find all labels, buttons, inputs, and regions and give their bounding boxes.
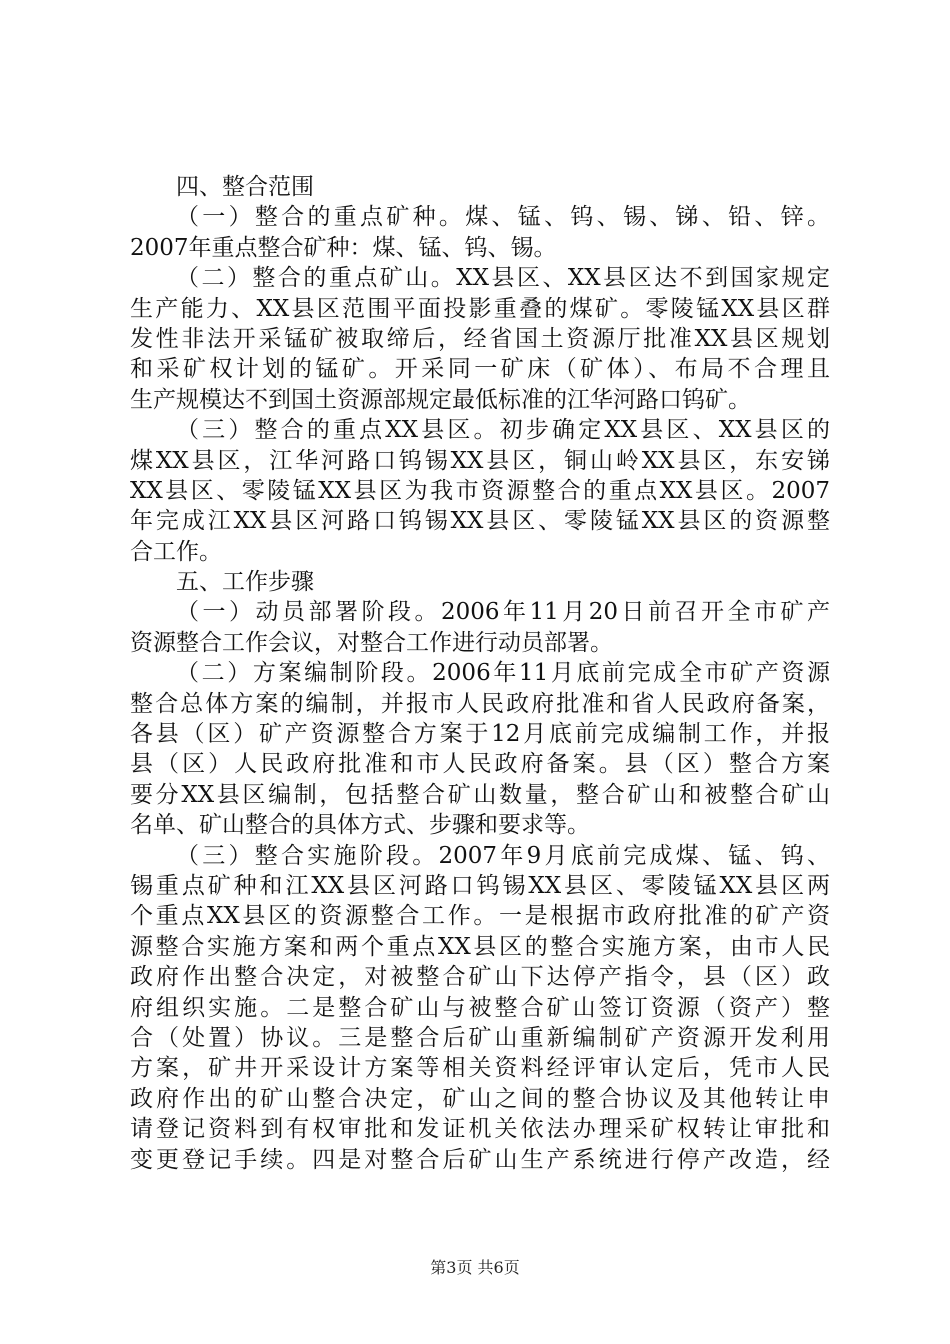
paragraph-line: 各县（区）矿产资源整合方案于12月底前完成编制工作，并报 [130,721,830,748]
section-heading: 五、工作步骤 [176,569,314,596]
paragraph-line: 生产规模达不到国土资源部规定最低标准的江华河路口钨矿。 [130,386,751,413]
paragraph-line: 政府作出整合决定，对被整合矿山下达停产指令，县（区）政 [130,964,830,991]
paragraph-line: 县（区）人民政府批准和市人民政府备案。县（区）整合方案 [130,751,830,778]
paragraph-line: 源整合实施方案和两个重点XX县区的整合实施方案，由市人民 [130,933,830,960]
paragraph-line: 2007年重点整合矿种：煤、锰、钨、锡。 [130,234,557,261]
paragraph-line: （二）方案编制阶段。2006年11月底前完成全市矿产资源 [176,660,830,687]
document-body [130,172,830,1175]
paragraph-line: 和采矿权计划的锰矿。开采同一矿床（矿体）、布局不合理且 [130,356,830,383]
paragraph-line: 方案，矿井开采设计方案等相关资料经评审认定后，凭市人民 [130,1055,830,1082]
paragraph-line: 府组织实施。二是整合矿山与被整合矿山签订资源（资产）整 [130,994,830,1021]
paragraph-line: 整合总体方案的编制，并报市人民政府批准和省人民政府备案， [130,690,830,717]
paragraph-line: 个重点XX县区的资源整合工作。一是根据市政府批准的矿产资 [130,903,830,930]
paragraph-line: （一）动员部署阶段。2006年11月20日前召开全市矿产 [176,599,830,626]
paragraph-line: 合工作。 [130,538,222,565]
paragraph-line: 资源整合工作会议，对整合工作进行动员部署。 [130,629,613,656]
paragraph-line: 年完成江XX县区河路口钨锡XX县区、零陵锰XX县区的资源整 [130,508,830,535]
paragraph-line: （一）整合的重点矿种。煤、锰、钨、锡、锑、铅、锌。 [176,204,830,231]
page-footer: 第3页 共6页 [430,1258,520,1277]
paragraph-line: 锡重点矿种和江XX县区河路口钨锡XX县区、零陵锰XX县区两 [130,872,830,899]
paragraph-line: 煤XX县区，江华河路口钨锡XX县区，铜山岭XX县区，东安锑 [130,447,830,474]
paragraph-line: （二）整合的重点矿山。XX县区、XX县区达不到国家规定 [176,265,830,292]
paragraph-line: 发性非法开采锰矿被取缔后，经省国土资源厅批准XX县区规划 [130,325,830,352]
paragraph-line: 请登记资料到有权审批和发证机关依法办理采矿权转让审批和 [130,1116,830,1143]
section-heading: 四、整合范围 [176,174,314,200]
paragraph-line: 名单、矿山整合的具体方式、步骤和要求等。 [130,812,590,839]
paragraph-line: 要分XX县区编制，包括整合矿山数量，整合矿山和被整合矿山 [130,781,830,808]
paragraph-line: XX县区、零陵锰XX县区为我市资源整合的重点XX县区。2007 [130,477,830,504]
paragraph-line: 合（处置）协议。三是整合后矿山重新编制矿产资源开发利用 [130,1024,830,1051]
paragraph-line: 政府作出的矿山整合决定，矿山之间的整合协议及其他转让申 [130,1085,830,1112]
paragraph-line: （三）整合实施阶段。2007年9月底前完成煤、锰、钨、 [176,842,830,869]
paragraph-line: 生产能力、XX县区范围平面投影重叠的煤矿。零陵锰XX县区群 [130,295,830,322]
paragraph-line: 变更登记手续。四是对整合后矿山生产系统进行停产改造，经 [130,1146,830,1173]
paragraph-line: （三）整合的重点XX县区。初步确定XX县区、XX县区的 [176,417,830,444]
